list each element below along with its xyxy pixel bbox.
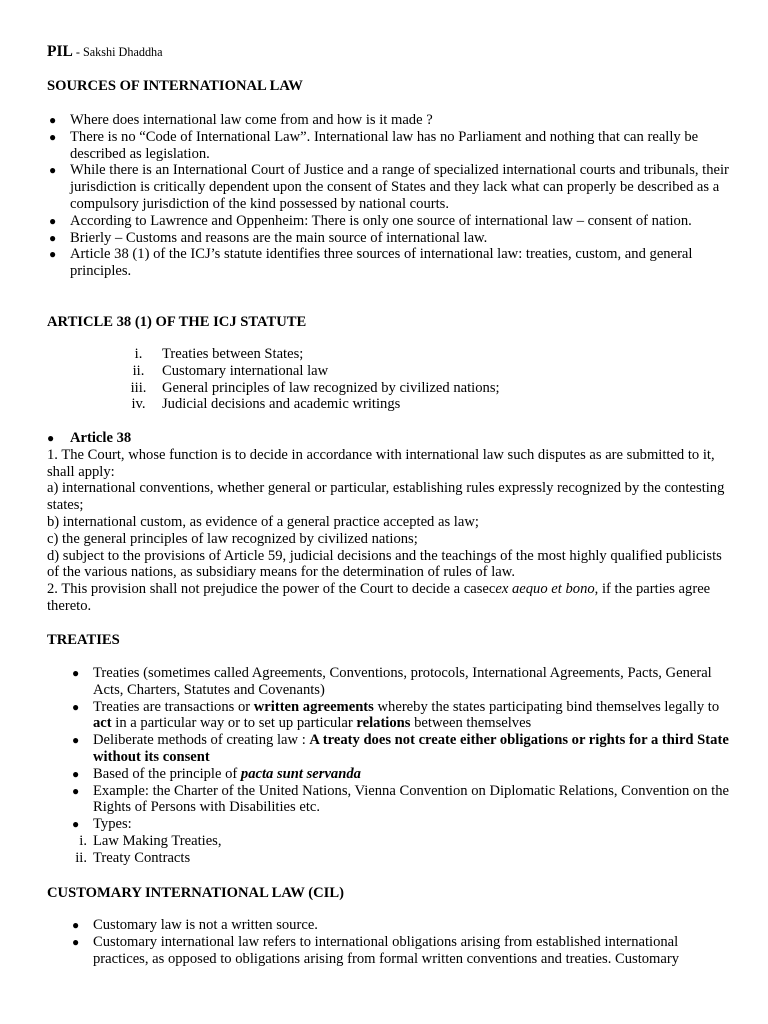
list-item: i. Law Making Treaties, [79,833,222,849]
bullet-icon: ● [49,230,57,245]
bullet-icon: ● [47,431,55,445]
cil-list [72,917,733,967]
list-item: ● Example: the Charter of the United Nations, Vienna Convention on Diplomatic Relations, Convention on the Rights of Persons with Disabilities etc. [72,782,729,816]
list-item: i. Treaties between States; [134,346,304,362]
bullet-icon: ● [72,766,80,781]
article38-c: c) the general principles of law recognized by civilized nations; [47,530,418,547]
bullet-icon: ● [72,918,80,932]
list-item: ● Based of the principle of pacta sunt servanda [72,765,361,782]
list-item: ● Deliberate methods of creating law : A treaty does not create either obligations or rights for a third State without its consent [72,732,729,765]
list-item: iii. General principles of law recognized by civilized nations; [130,379,500,396]
header-label: PIL [47,43,73,60]
article38-d: d) subject to the provisions of Article 59, judicial decisions and the teachings of the most highly qualified publicists of the various nations, as subsidiary means for the determination of rules of law. [47,547,722,581]
bullet-icon: ● [49,213,57,228]
heading-treaties: TREATIES [47,632,120,648]
article38-list [115,346,500,413]
list-item: ● Treaties (sometimes called Agreements, Conventions, protocols, International Agreements, Pacts, General Acts, Charters, Statutes and Covenants) [72,665,712,698]
list-item: ● Types: [72,816,132,833]
bullet-icon: ● [49,129,57,144]
bullet-icon: ● [72,934,80,949]
list-item: ● There is no “Code of International Law”. International law has no Parliament and nothing that can really be described as legislation. [49,128,699,162]
list-item: ii. Customary international law [132,362,329,379]
sources-list [49,112,730,280]
list-item: ● Brierly – Customs and reasons are the main source of international law. [49,229,488,246]
article38-text [47,430,727,615]
bullet-icon: ● [72,783,80,798]
list-item: ● According to Lawrence and Oppenheim: There is only one source of international law – consent of nation. [49,212,692,229]
list-item: ii. Treaty Contracts [75,849,191,866]
bullet-icon: ● [72,666,80,680]
treaties-list [72,665,733,833]
bullet-icon: ● [72,733,80,748]
bullet-icon: ● [49,163,57,178]
list-item: iv. Judicial decisions and academic writings [131,396,401,413]
bullet-icon: ● [72,817,80,832]
heading-cil: CUSTOMARY INTERNATIONAL LAW (CIL) [47,885,344,901]
heading-article38: ARTICLE 38 (1) OF THE ICJ STATUTE [47,314,307,330]
article38-title: ● Article 38 [47,430,132,446]
article38-p1: 1. The Court, whose function is to decide in accordance with international law such disputes as are submitted to it, shall apply: [47,446,715,480]
author-name: - Sakshi Dhaddha [72,45,163,59]
document-header [47,44,163,61]
list-item: ● While there is an International Court of Justice and a range of specialized international courts and tribunals, their jurisdiction is critically dependent upon the consent of States and they lack what can properly be described as a compulsory jurisdiction of the kind possessed by national courts. [49,162,729,212]
article38-b: b) international custom, as evidence of a general practice accepted as law; [47,513,479,530]
article38-p2: 2. This provision shall not prejudice the power of the Court to decide a casecex aequo et bono, if the parties agree thereto. [47,581,711,614]
heading-sources: SOURCES OF INTERNATIONAL LAW [47,78,303,94]
list-item: ● Where does international law come from and how is it made ? [49,112,433,128]
bullet-icon: ● [72,699,80,714]
list-item: ● Customary law is not a written source. [72,917,318,933]
bullet-icon: ● [49,113,57,127]
article38-a: a) international conventions, whether general or particular, establishing rules expressly recognized by the contesting states; [47,480,725,514]
list-item: ● Article 38 (1) of the ICJ’s statute identifies three sources of international law: treaties, custom, and general principles. [49,246,693,280]
list-item: ● Treaties are transactions or written agreements whereby the states participating bind themselves legally to act in a particular way or to set up particular relations between themselves [72,698,720,732]
list-item: ● Customary international law refers to international obligations arising from established international practices, as opposed to obligations arising from formal written conventions and treaties. Customary [72,933,680,967]
bullet-icon: ● [49,247,57,262]
treaty-types-list [47,833,222,867]
